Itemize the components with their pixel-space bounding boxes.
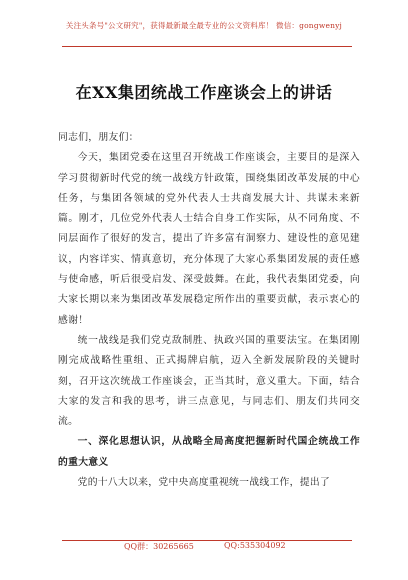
document-title: 在XX集团统战工作座谈会上的讲话	[75, 83, 333, 102]
header-divider	[62, 46, 352, 47]
document-body	[58, 128, 360, 493]
footer-qq-number: QQ:535304092	[224, 541, 286, 550]
footer-divider	[62, 540, 352, 541]
salutation: 同志们，朋友们：	[58, 132, 139, 143]
paragraph-2: 统一战线是我们党克敌制胜、执政兴国的重要法宝。在集团刚刚完成战略性重组、正式揭牌启航，迈入全新发展阶段的关键时刻，召开这次统战工作座谈会，正当其时，意义重大。下面，结合大家的发言和我的思考，讲三点意见，与同志们、朋友们共同交流。	[58, 334, 360, 428]
header-banner: 关注头条号"公文研究"，获得最新最全最专业的公文资料库！ 微信：gongwenyj	[65, 21, 343, 30]
footer-qq-group: QQ群：30265665	[124, 542, 194, 551]
section-heading-1: 一、深化思想认识，从战略全局高度把握新时代国企统战工作的重大意义	[58, 436, 360, 468]
paragraph-1: 今天，集团党委在这里召开统战工作座谈会，主要目的是深入学习贯彻新时代党的统一战线方针政策，围绕集团改革发展的中心任务，与集团各领域的党外代表人士共商发展大计、共谋未来新篇。刚才，几位党外代表人士结合自身工作实际，从不同角度、不同层面作了很好的发言，提出了许多富有洞察力、建设性的意见建议，内容详实、情真意切，充分体现了大家心系集团发展的责任感与使命感，听后很受启发、深受鼓舞。在此，我代表集团党委，向大家长期以来为集团改革发展稳定所作出的重要贡献，表示衷心的感谢！	[58, 152, 360, 326]
paragraph-3: 党的十八大以来，党中央高度重视统一战线工作，提出了	[77, 477, 331, 489]
